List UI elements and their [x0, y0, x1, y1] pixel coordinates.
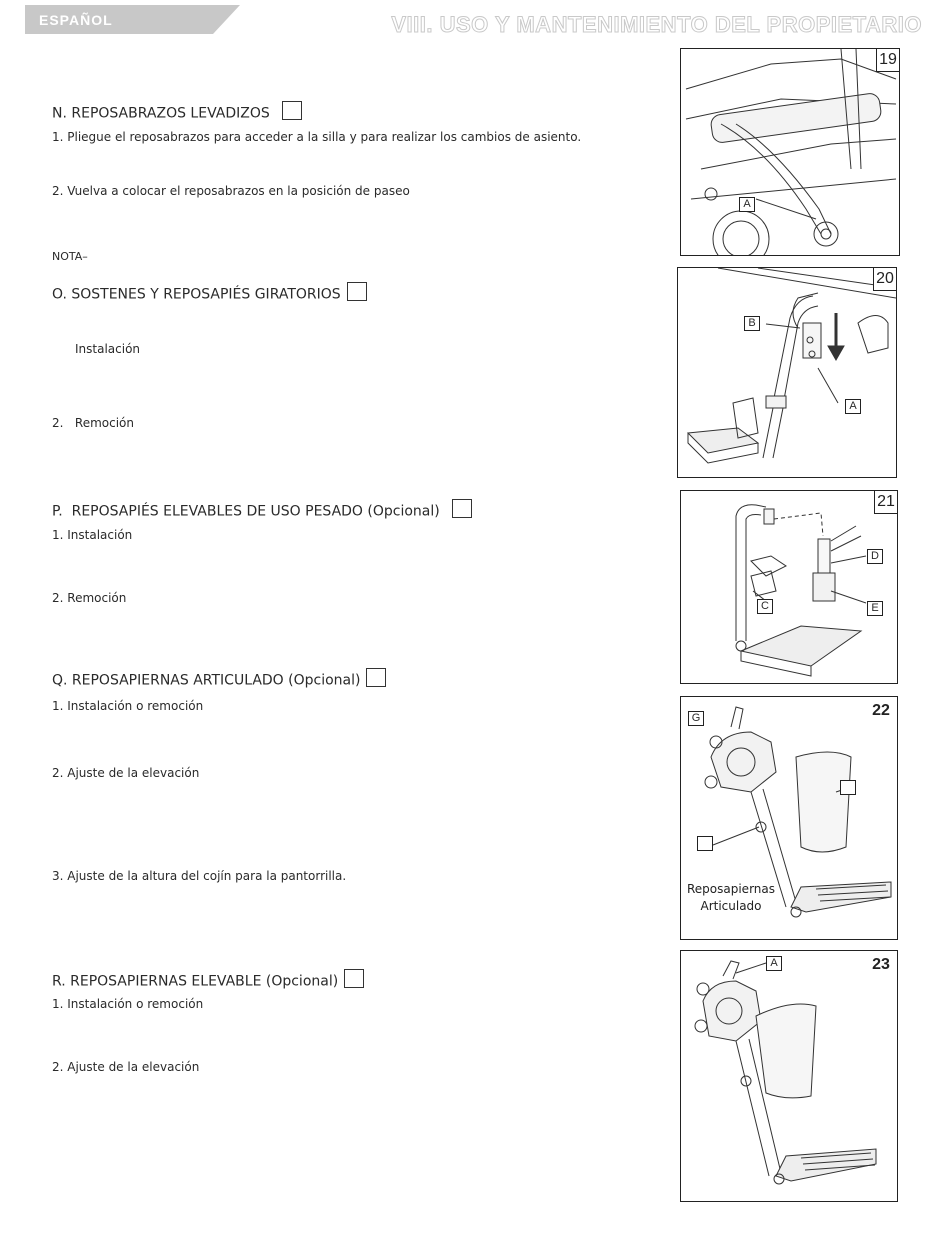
figure-22-caption [681, 881, 781, 915]
section-o-item-2: 2. Remoción [52, 416, 134, 430]
section-o-title [52, 285, 367, 304]
figure-23 [680, 950, 898, 1202]
figure-22-caption-line-2: Articulado [700, 899, 762, 913]
section-q-title [52, 671, 386, 690]
section-q-title-text: Q. REPOSAPIERNAS ARTICULADO (Opcional) [52, 672, 361, 689]
section-n-title [52, 104, 302, 123]
figure-22-callout-blank-2 [697, 836, 713, 851]
figure-21-callout-e: E [867, 601, 883, 616]
figure-21-footrest-illustration [681, 491, 897, 683]
section-r-item-2: 2. Ajuste de la elevación [52, 1060, 200, 1074]
section-q-item-2: 2. Ajuste de la elevación [52, 766, 200, 780]
figure-20-swingaway-illustration [678, 268, 896, 477]
figure-19-armrest-illustration [681, 49, 899, 255]
section-p-title [52, 502, 472, 521]
section-q-item-3: 3. Ajuste de la altura del cojín para la pantorrilla. [52, 869, 347, 883]
section-o-item-1: Instalación [75, 342, 141, 356]
figure-19-callout-a: A [739, 197, 755, 212]
section-p-title-text: P. REPOSAPIÉS ELEVABLES DE USO PESADO (Opcional) [52, 503, 440, 520]
section-n-item-1: 1. Pliegue el reposabrazos para acceder a la silla y para realizar los cambios de asiento. [52, 130, 582, 144]
figure-22 [680, 696, 898, 940]
page-section-title: VIII. USO Y MANTENIMIENTO DEL PROPIETARIO [391, 12, 922, 37]
figure-23-number: 23 [869, 955, 893, 975]
figure-21-callout-d: D [867, 549, 883, 564]
section-n-note: NOTA– [52, 250, 88, 263]
section-n-item-2: 2. Vuelva a colocar el reposabrazos en la posición de paseo [52, 184, 410, 198]
figure-21-callout-c: C [757, 599, 773, 614]
section-q-checkbox[interactable] [366, 668, 386, 687]
figure-21-number: 21 [874, 491, 897, 514]
section-p-item-2: 2. Remoción [52, 591, 127, 605]
figure-22-number: 22 [869, 701, 893, 721]
section-p-item-1: 1. Instalación [52, 528, 133, 542]
section-r-checkbox[interactable] [344, 969, 364, 988]
figure-20-callout-b: B [744, 316, 760, 331]
language-tab-label: ESPAÑOL [39, 12, 113, 28]
section-n-title-text: N. REPOSABRAZOS LEVADIZOS [52, 105, 270, 122]
figure-20 [677, 267, 897, 478]
figure-20-number: 20 [873, 268, 896, 291]
figure-20-callout-a: A [845, 399, 861, 414]
section-q-item-1: 1. Instalación o remoción [52, 699, 204, 713]
figure-21 [680, 490, 898, 684]
figure-23-callout-a: A [766, 956, 782, 971]
section-r-title-text: R. REPOSAPIERNAS ELEVABLE (Opcional) [52, 973, 339, 990]
figure-22-callout-g: G [688, 711, 704, 726]
section-o-title-text: O. SOSTENES Y REPOSAPIÉS GIRATORIOS [52, 286, 341, 303]
figure-22-caption-line-1: Reposapiernas [686, 882, 775, 896]
section-r-item-1: 1. Instalación o remoción [52, 997, 204, 1011]
section-p-checkbox[interactable] [452, 499, 472, 518]
section-n-checkbox[interactable] [282, 101, 302, 120]
section-r-title [52, 972, 364, 991]
figure-19 [680, 48, 900, 256]
figure-23-elevating-legrest-illustration [681, 951, 897, 1201]
figure-19-number: 19 [876, 49, 899, 72]
language-tab [25, 5, 240, 34]
figure-22-callout-blank-1 [840, 780, 856, 795]
section-o-checkbox[interactable] [347, 282, 367, 301]
